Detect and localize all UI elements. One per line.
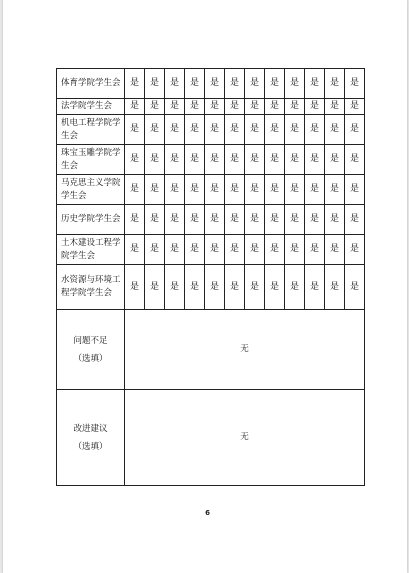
yes-cell: 是	[305, 69, 325, 99]
yes-cell: 是	[245, 145, 265, 175]
yes-cell: 是	[165, 265, 185, 310]
yes-cell: 是	[205, 69, 225, 99]
suggestions-label	[57, 390, 125, 486]
yes-cell: 是	[285, 265, 305, 310]
yes-cell: 是	[305, 99, 325, 115]
student-union-name: 珠宝玉雕学院学生会	[57, 145, 125, 175]
student-union-name: 历史学院学生会	[57, 205, 125, 235]
yes-cell: 是	[205, 175, 225, 205]
yes-cell: 是	[245, 99, 265, 115]
suggestions-value: 无	[125, 390, 365, 486]
suggestions-row	[57, 390, 365, 486]
yes-cell: 是	[345, 145, 365, 175]
yes-cell: 是	[185, 145, 205, 175]
student-union-name: 机电工程学院学生会	[57, 115, 125, 145]
yes-cell: 是	[265, 69, 285, 99]
yes-cell: 是	[225, 115, 245, 145]
yes-cell: 是	[265, 145, 285, 175]
yes-cell: 是	[325, 99, 345, 115]
yes-cell: 是	[165, 115, 185, 145]
yes-cell: 是	[325, 115, 345, 145]
yes-cell: 是	[145, 115, 165, 145]
yes-cell: 是	[205, 205, 225, 235]
yes-cell: 是	[185, 115, 205, 145]
yes-cell: 是	[205, 99, 225, 115]
yes-cell: 是	[185, 99, 205, 115]
problems-label	[57, 310, 125, 390]
yes-cell: 是	[165, 145, 185, 175]
yes-cell: 是	[165, 99, 185, 115]
yes-cell: 是	[285, 235, 305, 265]
yes-cell: 是	[325, 175, 345, 205]
yes-cell: 是	[205, 145, 225, 175]
yes-cell: 是	[145, 235, 165, 265]
yes-cell: 是	[285, 175, 305, 205]
yes-cell: 是	[305, 235, 325, 265]
yes-cell: 是	[145, 175, 165, 205]
yes-cell: 是	[225, 175, 245, 205]
yes-cell: 是	[185, 235, 205, 265]
table-row	[57, 69, 365, 99]
problems-value: 无	[125, 310, 365, 390]
table-row	[57, 99, 365, 115]
yes-cell: 是	[225, 145, 245, 175]
yes-cell: 是	[345, 235, 365, 265]
student-union-name: 水资源与环境工程学院学生会	[57, 265, 125, 310]
yes-cell: 是	[205, 235, 225, 265]
yes-cell: 是	[345, 265, 365, 310]
yes-cell: 是	[145, 265, 165, 310]
student-union-rows	[57, 69, 365, 310]
yes-cell: 是	[145, 69, 165, 99]
yes-cell: 是	[225, 205, 245, 235]
problems-label-title: 问题不足	[73, 335, 108, 346]
table-row	[57, 175, 365, 205]
yes-cell: 是	[265, 235, 285, 265]
yes-cell: 是	[125, 145, 145, 175]
yes-cell: 是	[345, 175, 365, 205]
suggestions-label-title: 改进建议	[73, 423, 108, 434]
yes-cell: 是	[225, 69, 245, 99]
yes-cell: 是	[125, 205, 145, 235]
yes-cell: 是	[305, 115, 325, 145]
yes-cell: 是	[125, 175, 145, 205]
yes-cell: 是	[345, 205, 365, 235]
yes-cell: 是	[125, 69, 145, 99]
yes-cell: 是	[345, 115, 365, 145]
yes-cell: 是	[285, 69, 305, 99]
yes-cell: 是	[305, 205, 325, 235]
yes-cell: 是	[165, 235, 185, 265]
yes-cell: 是	[125, 265, 145, 310]
yes-cell: 是	[205, 115, 225, 145]
table-row	[57, 265, 365, 310]
yes-cell: 是	[245, 69, 265, 99]
yes-cell: 是	[225, 99, 245, 115]
document-page	[3, 0, 407, 573]
yes-cell: 是	[125, 115, 145, 145]
yes-cell: 是	[305, 145, 325, 175]
yes-cell: 是	[245, 235, 265, 265]
yes-cell: 是	[325, 69, 345, 99]
page-number: 6	[205, 509, 210, 517]
yes-cell: 是	[345, 99, 365, 115]
yes-cell: 是	[225, 235, 245, 265]
suggestions-label-optional: （选填）	[73, 441, 108, 452]
yes-cell: 是	[325, 265, 345, 310]
yes-cell: 是	[265, 115, 285, 145]
yes-cell: 是	[185, 265, 205, 310]
yes-cell: 是	[225, 265, 245, 310]
student-union-name: 体育学院学生会	[57, 69, 125, 99]
yes-cell: 是	[325, 145, 345, 175]
yes-cell: 是	[245, 205, 265, 235]
yes-cell: 是	[185, 175, 205, 205]
yes-cell: 是	[165, 175, 185, 205]
yes-cell: 是	[265, 205, 285, 235]
student-union-name: 土木建设工程学院学生会	[57, 235, 125, 265]
student-union-name: 马克思主义学院学生会	[57, 175, 125, 205]
yes-cell: 是	[165, 205, 185, 235]
yes-cell: 是	[325, 205, 345, 235]
yes-cell: 是	[305, 175, 325, 205]
yes-cell: 是	[165, 69, 185, 99]
yes-cell: 是	[245, 175, 265, 205]
student-union-name: 法学院学生会	[57, 99, 125, 115]
yes-cell: 是	[245, 265, 265, 310]
yes-cell: 是	[145, 99, 165, 115]
table-row	[57, 235, 365, 265]
yes-cell: 是	[285, 145, 305, 175]
yes-cell: 是	[265, 99, 285, 115]
yes-cell: 是	[185, 69, 205, 99]
yes-cell: 是	[185, 205, 205, 235]
yes-cell: 是	[265, 175, 285, 205]
yes-cell: 是	[125, 235, 145, 265]
yes-cell: 是	[145, 205, 165, 235]
problems-label-optional: （选填）	[73, 353, 108, 364]
yes-cell: 是	[285, 99, 305, 115]
yes-cell: 是	[285, 115, 305, 145]
yes-cell: 是	[265, 265, 285, 310]
yes-cell: 是	[245, 115, 265, 145]
table-row	[57, 205, 365, 235]
evaluation-table	[56, 68, 365, 486]
yes-cell: 是	[125, 99, 145, 115]
yes-cell: 是	[325, 235, 345, 265]
table-row	[57, 115, 365, 145]
yes-cell: 是	[305, 265, 325, 310]
problems-row	[57, 310, 365, 390]
yes-cell: 是	[145, 145, 165, 175]
yes-cell: 是	[285, 205, 305, 235]
table-row	[57, 145, 365, 175]
yes-cell: 是	[345, 69, 365, 99]
yes-cell: 是	[205, 265, 225, 310]
